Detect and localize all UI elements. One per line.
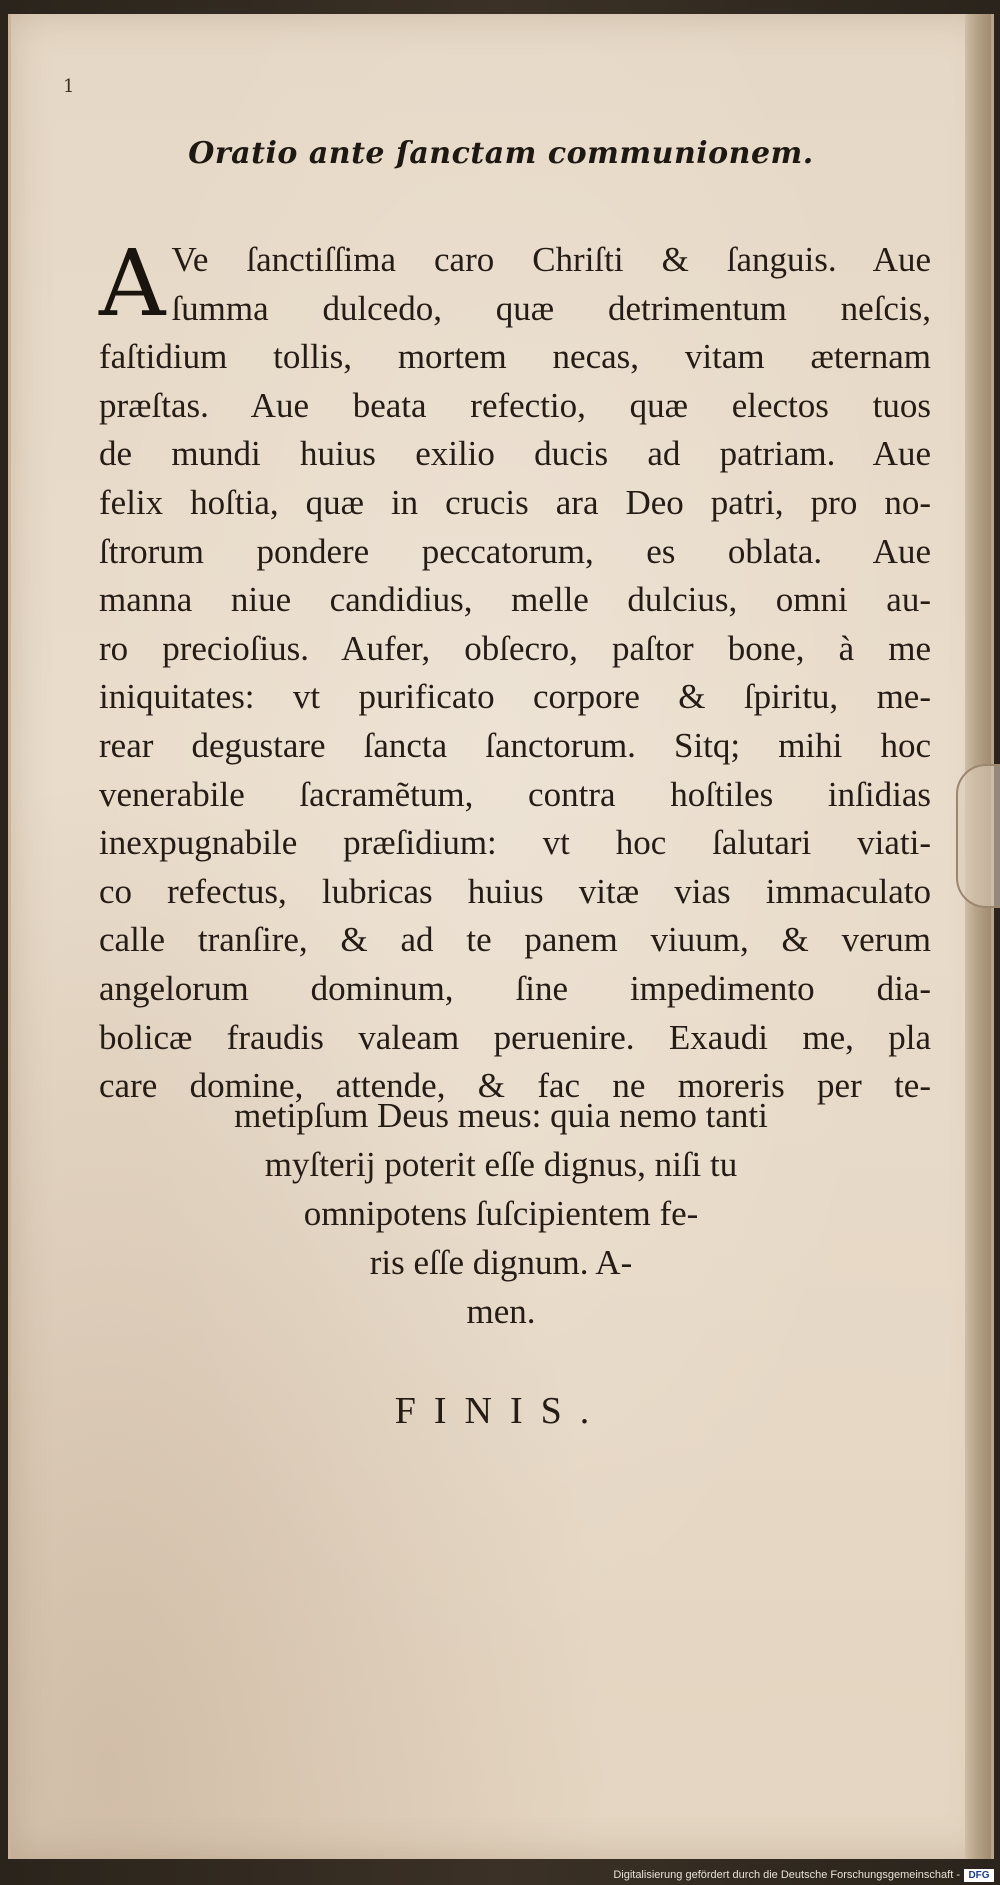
tapered-line: metipſum Deus meus: quia nemo tanti	[234, 1096, 768, 1135]
tapered-line: omnipotens ſuſcipientem fe-	[303, 1194, 699, 1233]
tapered-line: myſterij poterit eſſe dignus, niſi tu	[264, 1145, 738, 1184]
text-line: ſumma dulcedo, quæ detrimentum neſcis,	[171, 288, 931, 328]
drop-cap-initial: A	[99, 230, 166, 337]
text-line: co refectus, lubricas huius vitæ vias immaculato	[99, 871, 931, 911]
text-line: venerabile ſacramẽtum, contra hoſtiles inſidias	[99, 774, 931, 814]
tapered-line: ris eſſe dignum. A-	[369, 1243, 633, 1282]
text-line: care domine, attende, & fac ne moreris per te-	[99, 1066, 931, 1106]
book-page	[8, 14, 994, 1859]
finis-colophon: FINIS.	[394, 1390, 608, 1432]
page-tab-shadow	[956, 764, 1000, 908]
page-heading: Oratio ante ſanctam communionem.	[188, 136, 814, 171]
text-line: angelorum dominum, ſine impedimento dia-	[99, 968, 931, 1008]
text-line: ſtrorum pondere peccatorum, es oblata. Aue	[99, 531, 931, 571]
text-line: bolicæ fraudis valeam peruenire. Exaudi me, pla	[99, 1017, 931, 1057]
tapered-line: men.	[466, 1292, 536, 1331]
dfg-logo: DFG	[964, 1869, 994, 1882]
text-line: faſtidium tollis, mortem necas, vitam æternam	[99, 337, 931, 377]
prayer-text	[99, 230, 931, 1111]
text-line: inexpugnabile præſidium: vt hoc ſalutari viati-	[99, 823, 931, 863]
text-line: rear degustare ſancta ſanctorum. Sitq; mihi hoc	[99, 725, 931, 765]
page-mark: 1	[63, 76, 75, 97]
text-line: ro precioſius. Aufer, obſecro, paſtor bone, à me	[99, 628, 931, 668]
text-line: iniquitates: vt purificato corpore & ſpiritu, me-	[99, 677, 931, 717]
text-line: Ve ſanctiſſima caro Chriſti & ſanguis. Aue	[171, 240, 931, 279]
text-line: felix hoſtia, quæ in crucis ara Deo patri, pro no-	[99, 482, 931, 522]
text-line: calle tranſire, & ad te panem viuum, & verum	[99, 920, 931, 960]
text-line: manna niue candidius, melle dulcius, omni au-	[99, 580, 931, 620]
page-edge	[965, 14, 991, 1859]
text-line: præſtas. Aue beata refectio, quæ electos tuos	[99, 385, 931, 425]
text-line: de mundi huius exilio ducis ad patriam. Aue	[99, 434, 931, 474]
digitization-credit: Digitalisierung gefördert durch die Deutsche Forschungsgemeinschaft -	[613, 1869, 960, 1881]
